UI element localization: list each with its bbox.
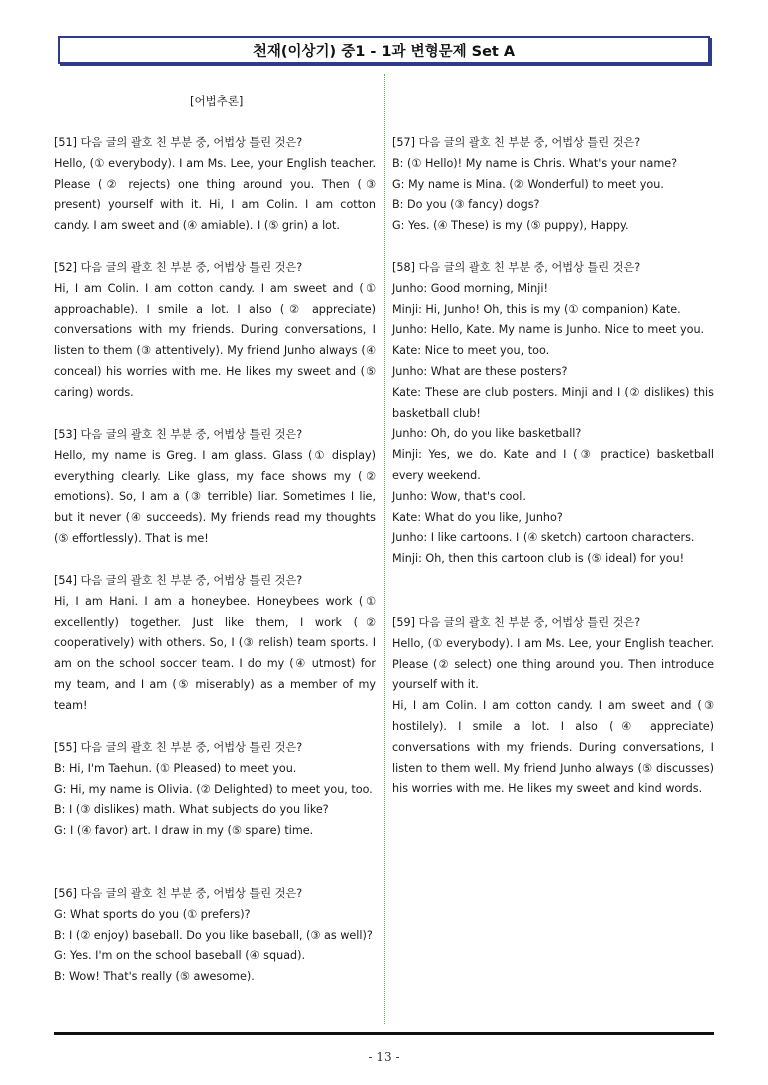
dialogue-line: Kate: These are club posters. Minji and I (② dislikes) this basketball club! — [392, 385, 714, 420]
dialogue-line: Junho: Good morning, Minji! — [392, 281, 548, 295]
question-57 — [392, 133, 714, 237]
question-52 — [54, 258, 376, 404]
question-head: [58] 다음 글의 괄호 친 부분 중, 어법상 틀린 것은? — [392, 261, 641, 274]
section-label: [어법추론] — [190, 94, 244, 108]
question-59 — [392, 613, 714, 800]
dialogue-line: Junho: Oh, do you like basketball? — [392, 427, 582, 441]
question-head: [55] 다음 글의 괄호 친 부분 중, 어법상 틀린 것은? — [54, 741, 303, 754]
dialogue-line: Minji: Hi, Junho! Oh, this is my (① companion) Kate. — [392, 302, 681, 316]
dialogue-line: B: Wow! That's really (⑤ awesome). — [54, 970, 255, 984]
dialogue-line: Junho: Hello, Kate. My name is Junho. Nice to meet you. — [392, 323, 705, 337]
question-55 — [54, 738, 376, 842]
question-51 — [54, 133, 376, 237]
dialogue-line: B: Hi, I'm Taehun. (① Pleased) to meet you. — [54, 761, 297, 775]
dialogue-line: B: Do you (③ fancy) dogs? — [392, 198, 540, 212]
bottom-rule — [54, 1032, 714, 1035]
page-title: 천재(이상기) 중1 - 1과 변형문제 Set A — [58, 36, 710, 64]
dialogue-line: G: Hi, my name is Olivia. (② Delighted) to meet you, too. — [54, 782, 373, 796]
question-54 — [54, 571, 376, 717]
dialogue-line: G: Yes. I'm on the school baseball (④ squad). — [54, 949, 306, 963]
question-body: Hello, my name is Greg. I am glass. Glass (① display) everything clearly. Like glass, my face shows my (② emotions). So, I am a (③ terrible) liar. Sometimes I lie, but it never (④ succeeds). My friends read my thoughts (⑤ effortlessly). That is me! — [54, 448, 376, 545]
question-head: [56] 다음 글의 괄호 친 부분 중, 어법상 틀린 것은? — [54, 887, 303, 900]
dialogue-line: B: (① Hello)! My name is Chris. What's your name? — [392, 156, 678, 170]
question-head: [54] 다음 글의 괄호 친 부분 중, 어법상 틀린 것은? — [54, 574, 303, 587]
dialogue-line: G: What sports do you (① prefers)? — [54, 907, 251, 921]
question-body: Hi, I am Colin. I am cotton candy. I am sweet and (① approachable). I smile a lot. I also (② appreciate) conversations with my friends. During conversations, I listen to them (③ attentively). My friend Junho always (④ conceal) his worries with me. He likes my sweet and (⑤ caring) words. — [54, 281, 376, 399]
question-53 — [54, 425, 376, 550]
question-56 — [54, 884, 376, 988]
dialogue-line: G: I (④ favor) art. I draw in my (⑤ spare) time. — [54, 824, 314, 838]
dialogue-line: G: My name is Mina. (② Wonderful) to meet you. — [392, 177, 664, 191]
dialogue-line: B: I (② enjoy) baseball. Do you like baseball, (③ as well)? — [54, 928, 373, 942]
dialogue-line: Minji: Yes, we do. Kate and I (③ practice) basketball every weekend. — [392, 448, 714, 482]
question-head: [52] 다음 글의 괄호 친 부분 중, 어법상 틀린 것은? — [54, 261, 303, 274]
dialogue-line: G: Yes. (④ These) is my (⑤ puppy), Happy. — [392, 219, 629, 233]
dialogue-line: Junho: I like cartoons. I (④ sketch) cartoon characters. — [392, 531, 695, 545]
column-divider — [384, 74, 385, 1024]
dialogue-line: Kate: Nice to meet you, too. — [392, 344, 550, 358]
question-body: Hello, (① everybody). I am Ms. Lee, your English teacher. Please (② rejects) one thing around you. Then (③ present) yourself with it. Hi, I am Colin. I am cotton candy. I am sweet and (④ amiable). I (⑤ grin) a lot. — [54, 156, 376, 233]
dialogue-line: Minji: Oh, then this cartoon club is (⑤ ideal) for you! — [392, 552, 685, 566]
dialogue-line: Kate: What do you like, Junho? — [392, 510, 563, 524]
question-head: [57] 다음 글의 괄호 친 부분 중, 어법상 틀린 것은? — [392, 136, 641, 149]
question-head: [53] 다음 글의 괄호 친 부분 중, 어법상 틀린 것은? — [54, 428, 303, 441]
dialogue-line: Junho: What are these posters? — [392, 364, 568, 378]
dialogue-line: B: I (③ dislikes) math. What subjects do you like? — [54, 803, 329, 817]
question-body: Hi, I am Hani. I am a honeybee. Honeybees work (① excellently) together. Just like them, I work (② cooperatively) with others. So, I (③ relish) team sports. I am on the school soccer team. I do my (④ utmost) for my team, and I am (⑤ miserably) as a member of my team! — [54, 594, 376, 712]
paragraph: Hi, I am Colin. I am cotton candy. I am sweet and (③ hostilely). I smile a lot. I also (④ appreciate) conversations with my friends. During conversations, I listen to them well. My friend Junho always (⑤ discusses) his worries with me. He likes my sweet and kind words. — [392, 699, 714, 796]
paragraph: Hello, (① everybody). I am Ms. Lee, your English teacher. Please (② select) one thing around you. Then introduce yourself with it. — [392, 636, 714, 692]
page-number: - 13 - — [368, 1050, 400, 1064]
question-58 — [392, 258, 714, 570]
dialogue-line: Junho: Wow, that's cool. — [392, 489, 526, 503]
question-head: [59] 다음 글의 괄호 친 부분 중, 어법상 틀린 것은? — [392, 616, 641, 629]
question-head: [51] 다음 글의 괄호 친 부분 중, 어법상 틀린 것은? — [54, 136, 303, 149]
